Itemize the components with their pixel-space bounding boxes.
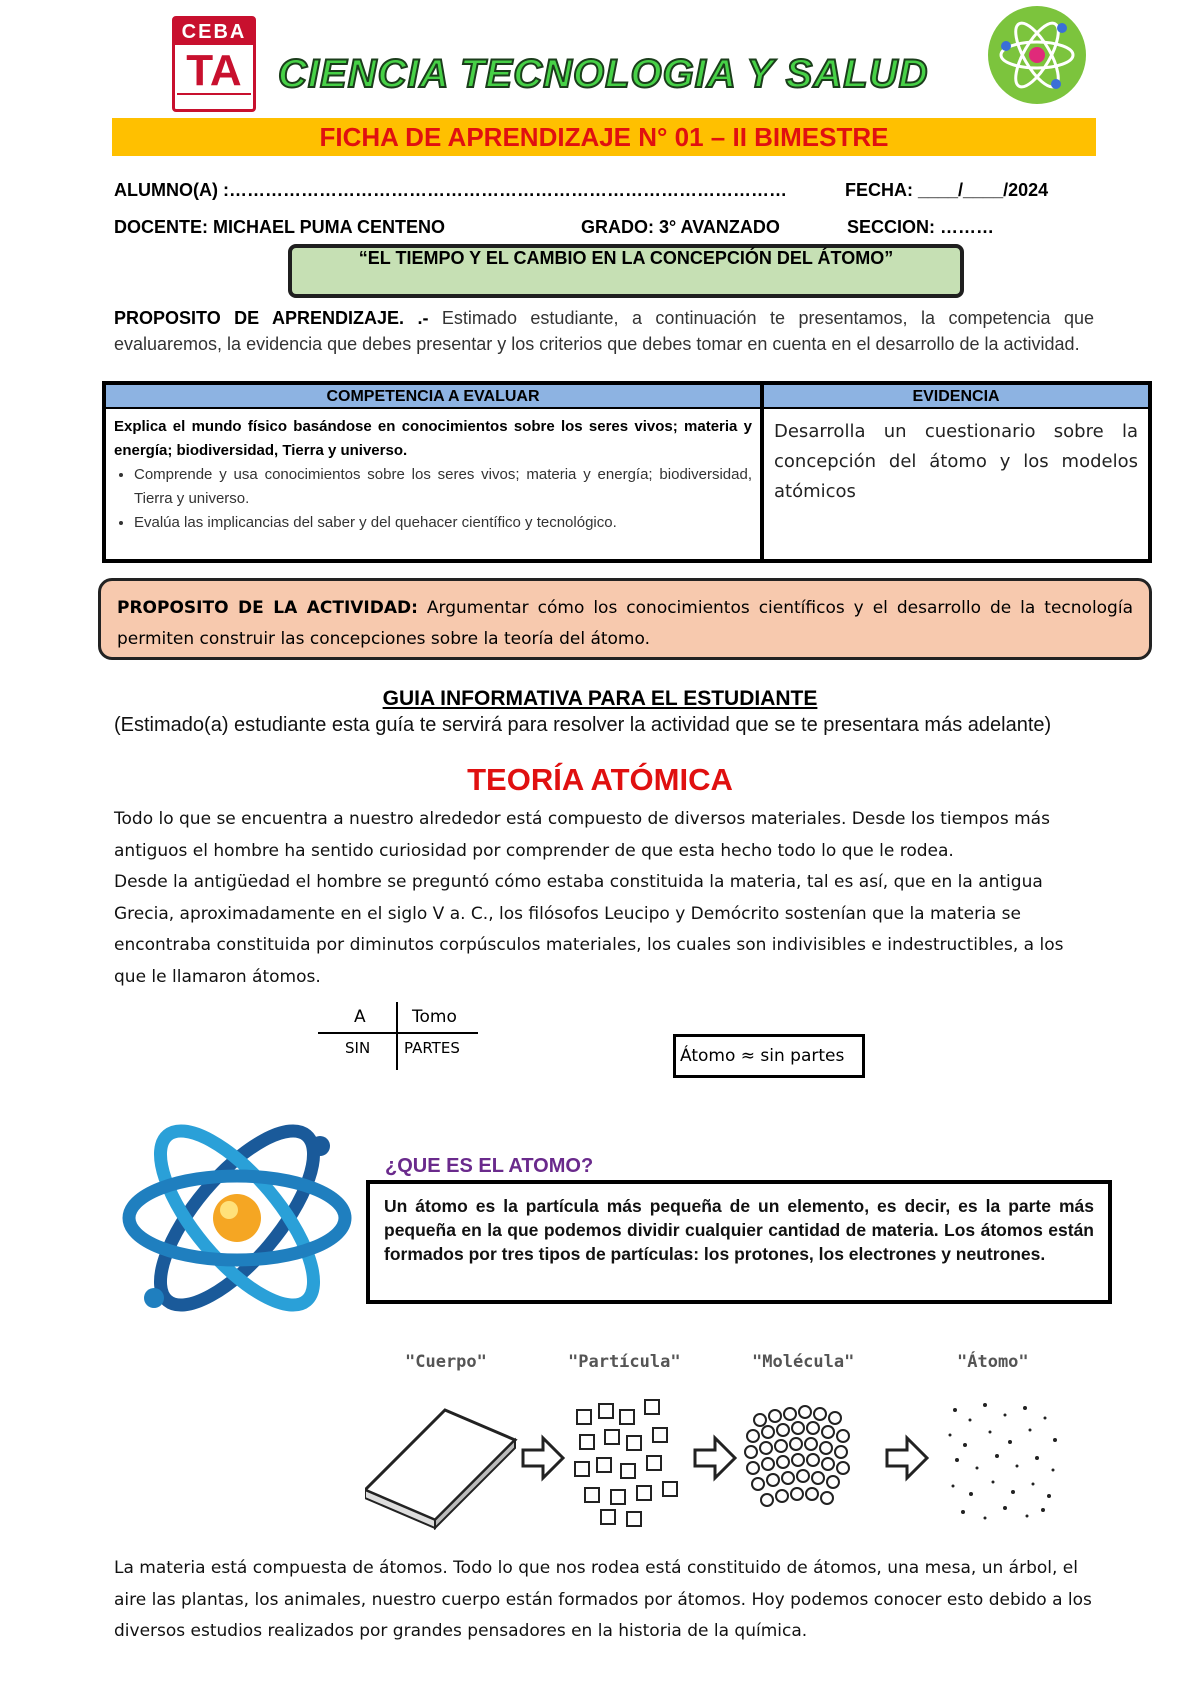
- arrow-icon: [887, 1438, 927, 1478]
- teoria-paragraph-1: Todo lo que se encuentra a nuestro alrededor está compuesto de diversos materiales. Desde los tiempos más antiguos el hombre ha sentido curiosidad por comprender de que esta hecho todo lo que le rodea.: [114, 809, 1050, 861]
- matter-stages-diagram: [365, 1390, 1065, 1530]
- logo-left-main: TA: [186, 46, 242, 95]
- atom-icon: [988, 6, 1086, 104]
- evidencia-header: EVIDENCIA: [764, 385, 1148, 409]
- tema-box: “EL TIEMPO Y EL CAMBIO EN LA CONCEPCIÓN DEL ÁTOMO”: [288, 244, 964, 298]
- criterio-item: • Comprende y usa conocimientos sobre los seres vivos; materia y energía; biodiversidad, Tierra y universo.: [134, 463, 752, 511]
- etym-tomo: Tomo: [412, 1007, 457, 1027]
- alumno-field: ALUMNO(A) :…………………………………………………………………………………: [114, 180, 787, 200]
- closing-paragraph: La materia está compuesta de átomos. Todo lo que nos rodea está constituido de átomos, una mesa, un árbol, el aire las plantas, los animales, nuestro cuerpo están formados por átomos. Hoy podemos conocer esto debido a los diversos estudios realizados por grandes pensadores en la historia de la química.: [114, 1558, 1092, 1641]
- teoria-paragraph-2: Desde la antigüedad el hombre se preguntó cómo estaba constituida la materia, tal es así, que en la antigua Grecia, aproximadamente en el siglo V a. C., los filósofos Leucipo y Demócrito sostenían que la materia se encontraba constituida por diminutos corpúsculos materiales, los cuales son indivisibles e indestructibles, a los que le llamaron átomos.: [114, 872, 1064, 987]
- cuerpo-slab-icon: [365, 1410, 515, 1528]
- fecha-field: FECHA: ____/____/2024: [845, 180, 1049, 200]
- banner-title: CIENCIA TECNOLOGIA Y SALUD: [278, 52, 929, 96]
- que-es-title: ¿QUE ES EL ATOMO?: [385, 1155, 594, 1177]
- evidencia-cell: Desarrolla un cuestionario sobre la concepción del átomo y los modelos atómicos: [774, 421, 1138, 502]
- grado-field: GRADO: 3° AVANZADO: [581, 217, 780, 237]
- competencia-cell: [106, 409, 764, 559]
- proposito-aprendizaje: [114, 305, 1094, 357]
- logo-left-top: CEBA: [175, 19, 253, 45]
- atom-illustration-icon: [112, 1098, 362, 1338]
- criterios-list: [114, 463, 752, 535]
- proposito-label: PROPOSITO DE APRENDIZAJE. .-: [114, 308, 429, 328]
- particula-squares-icon: [575, 1400, 677, 1526]
- stage-label-particula: "Partícula": [568, 1352, 681, 1372]
- proposito-text: Estimado estudiante, a continuación te presentamos, la competencia que evaluaremos, la evidencia que debes presentar y los criterios que debes tomar en cuenta en el desarrollo de la actividad.: [114, 308, 1095, 354]
- competencia-text: Explica el mundo físico basándose en conocimientos sobre los seres vivos; materia y energía; biodiversidad, Tierra y universo.: [114, 418, 752, 459]
- molecula-circles-icon: [745, 1406, 849, 1506]
- atomo-dust-icon: [949, 1403, 1058, 1520]
- competency-table: [102, 381, 1152, 563]
- actividad-label: PROPOSITO DE LA ACTIVIDAD:: [117, 598, 418, 618]
- ficha-title-bar: FICHA DE APRENDIZAJE N° 01 – II BIMESTRE: [112, 118, 1096, 156]
- etym-sin: SIN: [345, 1039, 371, 1057]
- etym-a: A: [354, 1007, 366, 1027]
- docente-field: DOCENTE: MICHAEL PUMA CENTENO: [114, 217, 446, 237]
- atomo-definition-box: Átomo ≈ sin partes: [673, 1034, 865, 1078]
- etymology-vline: [396, 1002, 398, 1070]
- guia-subtitle: (Estimado(a) estudiante esta guía te servirá para resolver la actividad que se te presentara más adelante): [114, 714, 1052, 736]
- etymology-diagram: [318, 1002, 478, 1072]
- criterio-item: • Evalúa las implicancias del saber y del quehacer científico y tecnológico.: [134, 511, 752, 535]
- guia-title: GUIA INFORMATIVA PARA EL ESTUDIANTE: [382, 687, 818, 710]
- competencia-header: COMPETENCIA A EVALUAR: [106, 385, 764, 409]
- stage-label-atomo: "Átomo": [957, 1352, 1029, 1372]
- ceba-logo: [172, 16, 256, 112]
- science-logo: [988, 6, 1086, 104]
- stage-label-cuerpo: "Cuerpo": [405, 1352, 487, 1372]
- teoria-title: TEORÍA ATÓMICA: [467, 762, 733, 797]
- etym-partes: PARTES: [404, 1039, 460, 1057]
- arrow-icon: [523, 1438, 563, 1478]
- etymology-hline: [318, 1032, 478, 1034]
- atomo-definition: Un átomo es la partícula más pequeña de un elemento, es decir, es la parte más pequeña en la que podemos dividir cualquier cantidad de materia. Los átomos están formados por tres tipos de partículas: los protones, los electrones y neutrones.: [366, 1180, 1112, 1304]
- proposito-actividad-box: [98, 578, 1152, 660]
- seccion-field: SECCION: ………: [847, 217, 995, 237]
- arrow-icon: [695, 1438, 735, 1478]
- actividad-text: Argumentar cómo los conocimientos científicos y el desarrollo de la tecnología permiten construir las concepciones sobre la teoría del átomo.: [117, 598, 1133, 649]
- stage-label-molecula: "Molécula": [752, 1352, 855, 1372]
- logo-left-underline: [177, 93, 251, 105]
